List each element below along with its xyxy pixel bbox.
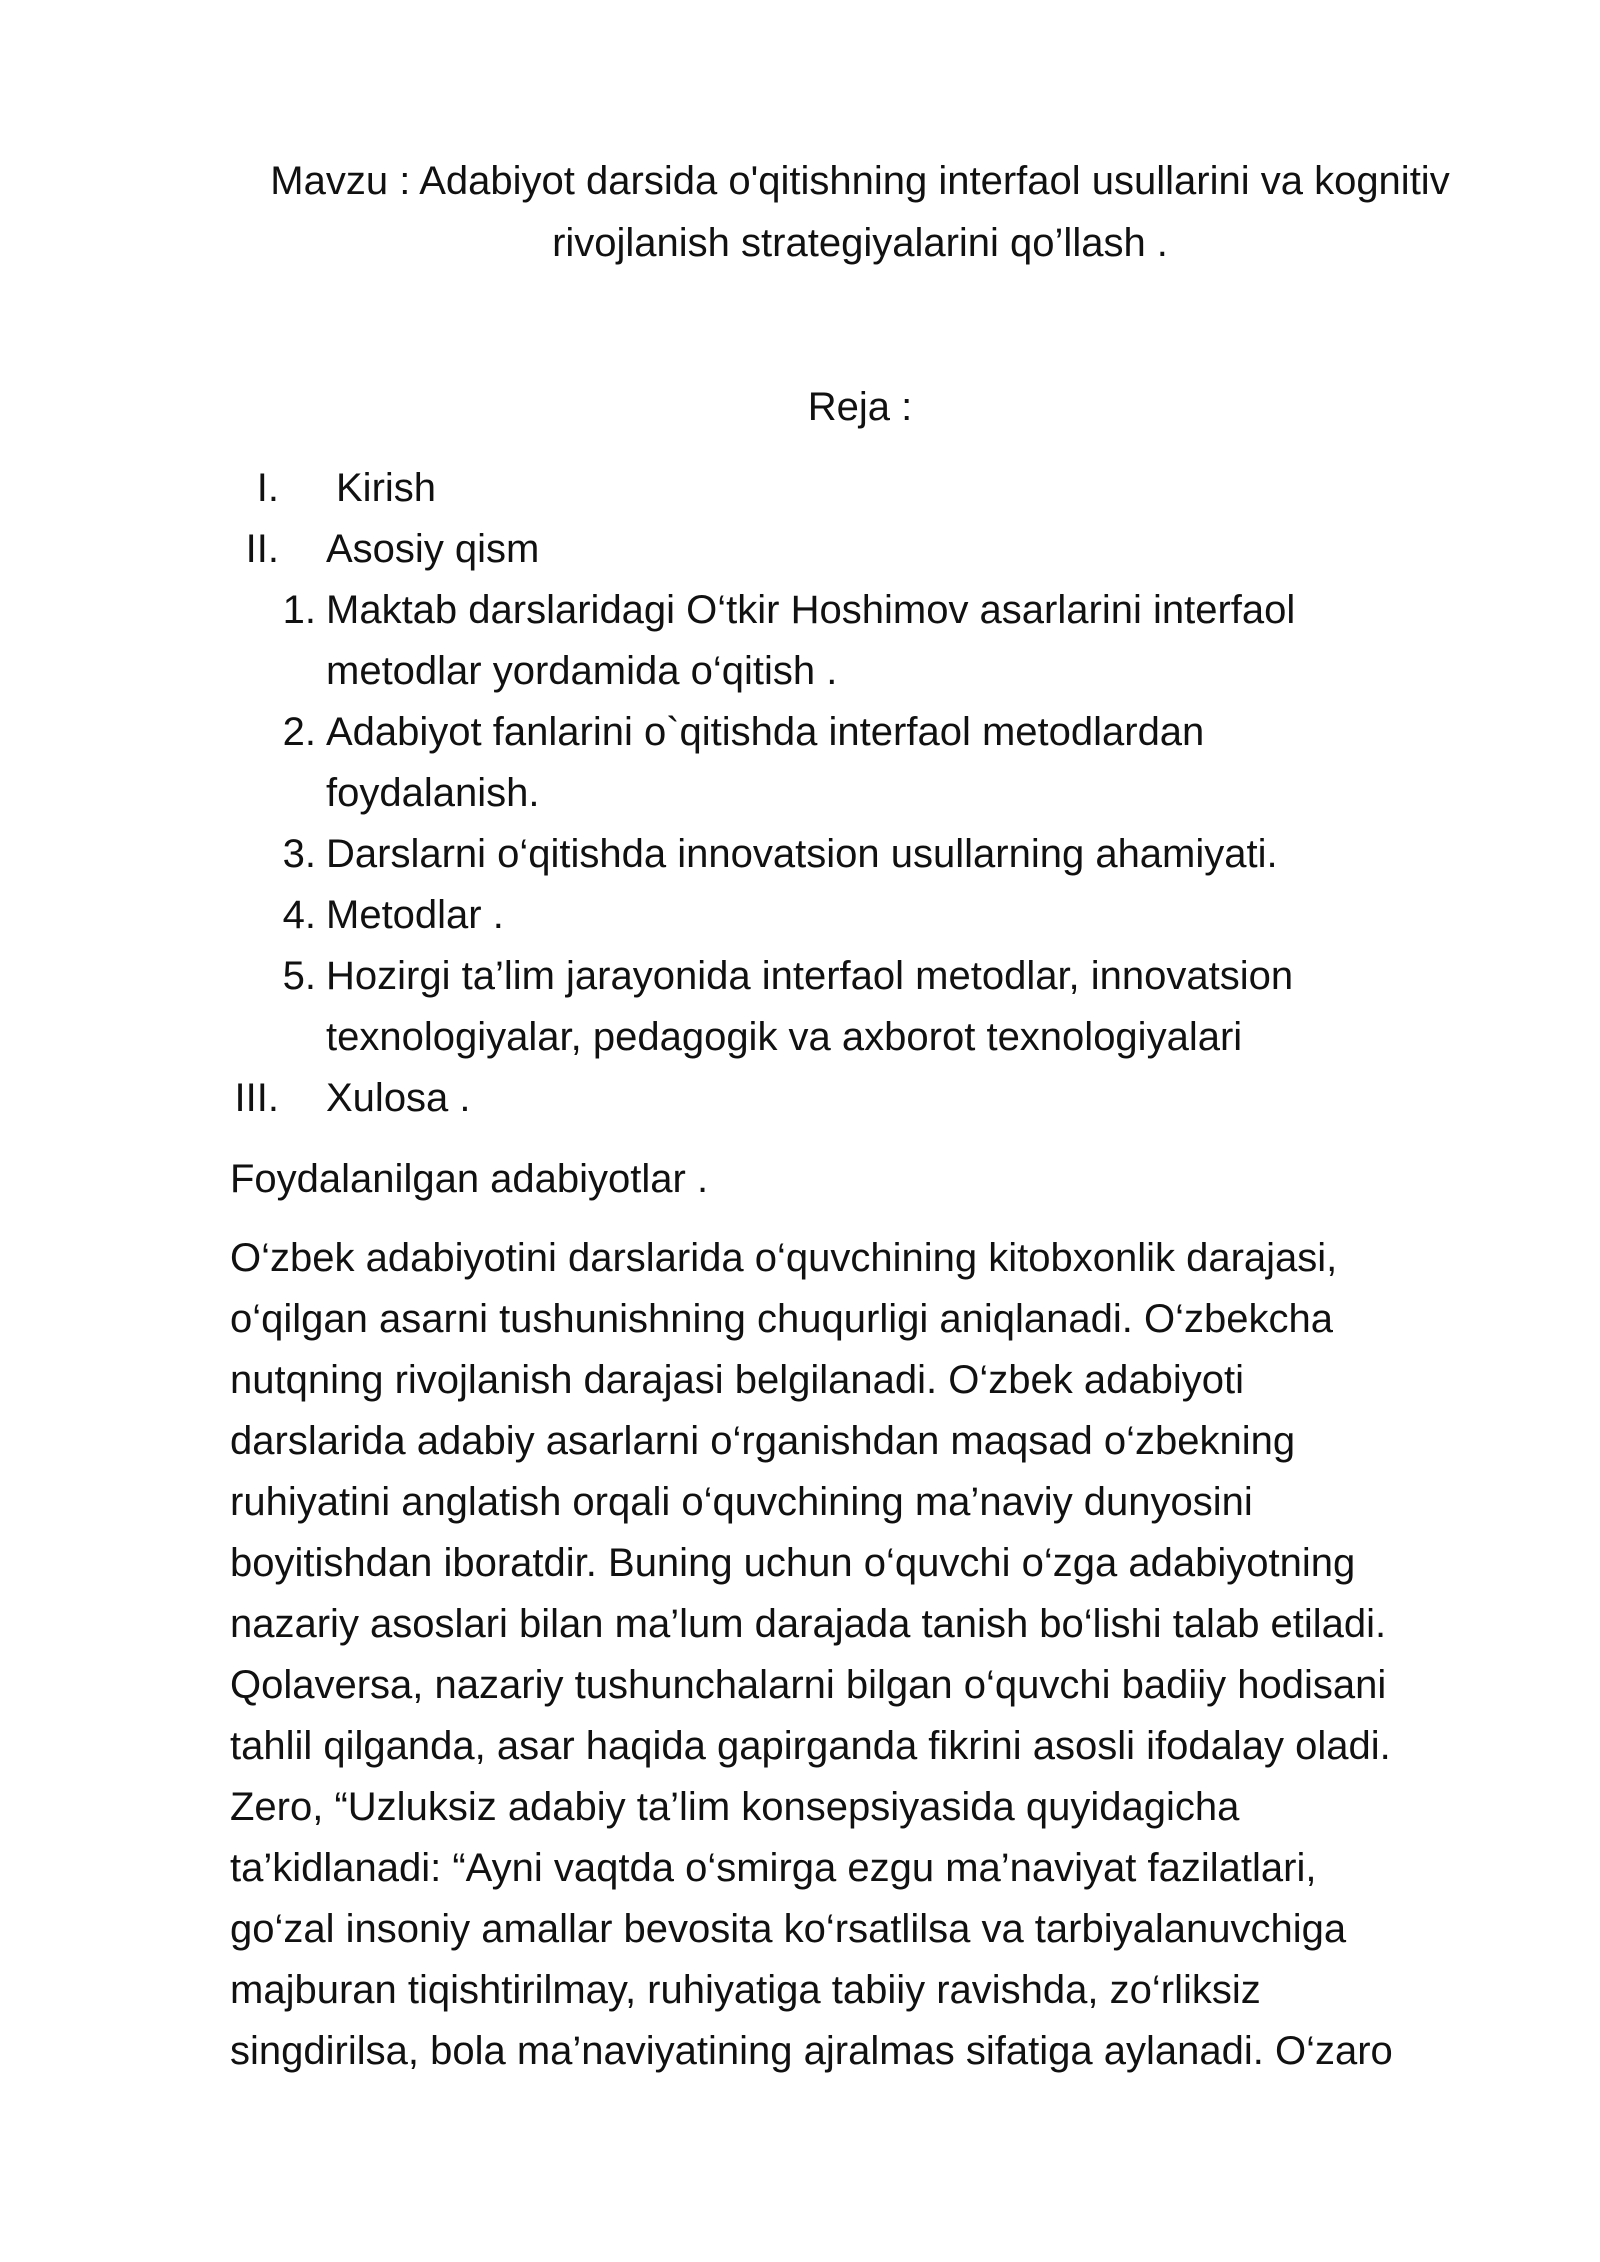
paragraph-line: O‘zbek adabiyotini darslarida o‘quvchining kitobxonlik darajasi, <box>230 1236 1338 1280</box>
section-text: Kirish <box>336 466 437 510</box>
paragraph-line: nazariy asoslari bilan ma’lum darajada tanish bo‘lishi talab etiladi. <box>230 1602 1387 1646</box>
plan-subitem-continuation <box>0 763 1600 824</box>
references-label: Foydalanilgan adabiyotlar . <box>230 1157 709 1201</box>
paragraph-line: go‘zal insoniy amallar bevosita ko‘rsatlilsa va tarbiyalanuvchiga <box>230 1907 1347 1951</box>
paragraph-line: singdirilsa, bola ma’naviyatining ajralmas sifatiga aylanadi. O‘zaro <box>230 2029 1393 2073</box>
subitem-text: Maktab darslaridagi O‘tkir Hoshimov asarlarini interfaol <box>326 588 1296 632</box>
plan-subitem <box>0 946 1600 1007</box>
subitem-text: Hozirgi ta’lim jarayonida interfaol metodlar, innovatsion <box>326 954 1294 998</box>
subitem-text: texnologiyalar, pedagogik va axborot texnologiyalari <box>326 1015 1243 1059</box>
title-line: Mavzu : Adabiyot darsida o'qitishning interfaol usullarini va kognitiv <box>270 159 1450 203</box>
section-text: Xulosa . <box>326 1076 471 1120</box>
subitem-text: Adabiyot fanlarini o`qitishda interfaol metodlardan <box>326 710 1205 754</box>
plan-subitem-continuation <box>0 641 1600 702</box>
subitem-number: 5. <box>282 954 316 998</box>
section-number: II. <box>245 527 279 571</box>
plan-section <box>0 458 1600 519</box>
paragraph-line: boyitishdan iboratdir. Buning uchun o‘quvchi o‘zga adabiyotning <box>230 1541 1356 1585</box>
plan-subitem <box>0 824 1600 885</box>
paragraph-line: nutqning rivojlanish darajasi belgilanadi. O‘zbek adabiyoti <box>230 1358 1244 1402</box>
paragraph-line: darslarida adabiy asarlarni o‘rganishdan maqsad o‘zbekning <box>230 1419 1296 1463</box>
subitem-text: Darslarni o‘qitishda innovatsion usullarning ahamiyati. <box>326 832 1278 876</box>
subitem-text: foydalanish. <box>326 771 540 815</box>
plan-subitem <box>0 702 1600 763</box>
plan-outline <box>0 458 1600 1129</box>
subitem-text: metodlar yordamida o‘qitish . <box>326 649 838 693</box>
paragraph-line: majburan tiqishtirilmay, ruhiyatiga tabiiy ravishda, zo‘rliksiz <box>230 1968 1261 2012</box>
paragraph-line: ruhiyatini anglatish orqali o‘quvchining ma’naviy dunyosini <box>230 1480 1253 1524</box>
paragraph-line: o‘qilgan asarni tushunishning chuqurligi aniqlanadi. O‘zbekcha <box>230 1297 1333 1341</box>
paragraph-line: ta’kidlanadi: “Ayni vaqtda o‘smirga ezgu ma’naviyat fazilatlari, <box>230 1846 1317 1890</box>
subitem-number: 4. <box>282 893 316 937</box>
plan-section <box>0 1068 1600 1129</box>
subitem-number: 1. <box>282 588 316 632</box>
paragraph-line: tahlil qilganda, asar haqida gapirganda fikrini asosli ifodalay oladi. <box>230 1724 1391 1768</box>
subitem-number: 2. <box>282 710 316 754</box>
paragraph-line: Qolaversa, nazariy tushunchalarni bilgan o‘quvchi badiiy hodisani <box>230 1663 1387 1707</box>
plan-subitem <box>0 885 1600 946</box>
plan-subitem-continuation <box>0 1007 1600 1068</box>
plan-section <box>0 519 1600 580</box>
section-text: Asosiy qism <box>326 527 540 571</box>
subitem-number: 3. <box>282 832 316 876</box>
subitem-text: Metodlar . <box>326 893 504 937</box>
body-paragraph <box>230 1228 1530 2082</box>
plan-heading: Reja : <box>807 385 913 429</box>
document-title <box>220 150 1500 274</box>
paragraph-line: Zero, “Uzluksiz adabiy ta’lim konsepsiyasida quyidagicha <box>230 1785 1240 1829</box>
plan-subitem <box>0 580 1600 641</box>
section-number: III. <box>234 1076 279 1120</box>
title-line: rivojlanish strategiyalarini qo’llash . <box>552 221 1168 265</box>
section-number: I. <box>256 466 279 510</box>
